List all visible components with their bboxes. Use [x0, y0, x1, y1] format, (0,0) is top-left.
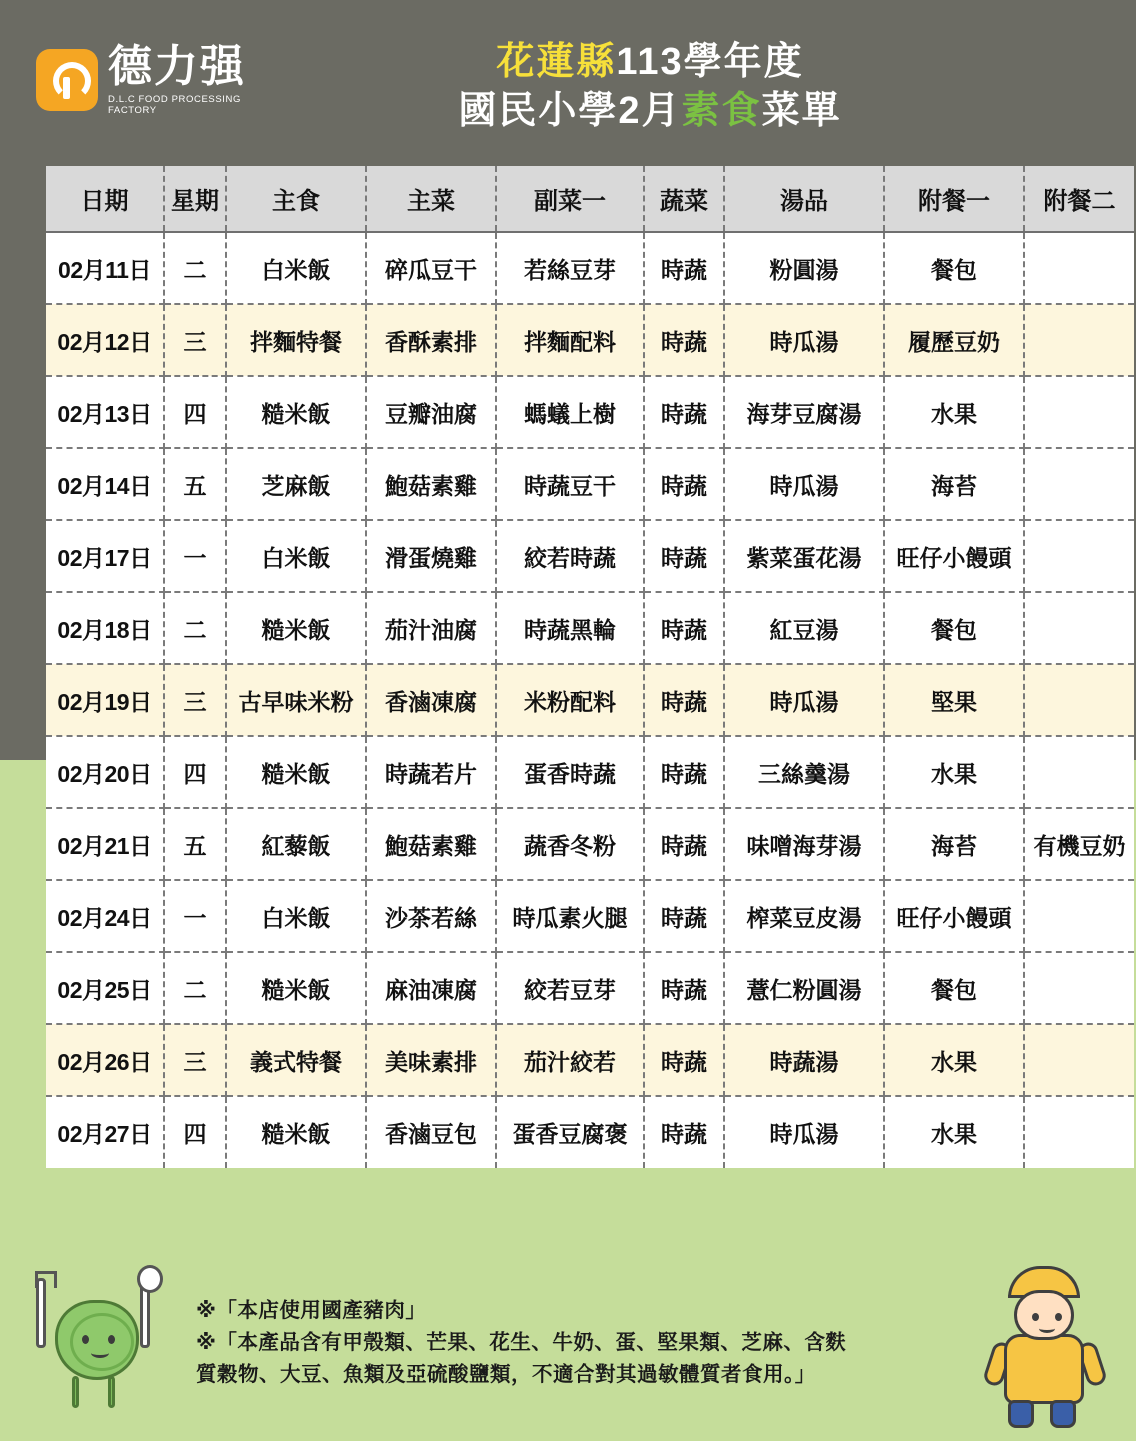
cell-soup: 時瓜湯 — [724, 448, 884, 520]
cell-side-1: 蛋香時蔬 — [496, 736, 644, 808]
cell-weekday: 三 — [164, 664, 226, 736]
poster-header — [0, 0, 1136, 160]
cell-extra-1: 旺仔小饅頭 — [884, 880, 1024, 952]
cell-side-1: 絞若時蔬 — [496, 520, 644, 592]
cabbage-mouth — [91, 1348, 109, 1358]
cell-staple: 白米飯 — [226, 880, 366, 952]
cell-main: 香酥素排 — [366, 304, 496, 376]
cell-date: 02月20日 — [46, 736, 164, 808]
cell-extra-2 — [1024, 376, 1134, 448]
cabbage-eye-right — [108, 1335, 115, 1344]
cell-date: 02月24日 — [46, 880, 164, 952]
table-row — [46, 952, 1134, 1024]
cell-veg: 時蔬 — [644, 952, 724, 1024]
table-row — [46, 232, 1134, 304]
cell-main: 香滷凍腐 — [366, 664, 496, 736]
cabbage-mascot-icon — [20, 1268, 170, 1428]
cell-veg: 時蔬 — [644, 448, 724, 520]
cell-extra-2: 有機豆奶 — [1024, 808, 1134, 880]
spoon-icon — [140, 1278, 150, 1348]
cell-staple: 拌麵特餐 — [226, 304, 366, 376]
cell-main: 香滷豆包 — [366, 1096, 496, 1168]
cell-extra-2 — [1024, 736, 1134, 808]
title-line-2 — [300, 87, 1000, 136]
cell-weekday: 二 — [164, 952, 226, 1024]
table-body — [46, 232, 1134, 1168]
kid-eye-left — [1032, 1313, 1039, 1321]
cell-staple: 糙米飯 — [226, 952, 366, 1024]
table-header-row — [46, 166, 1134, 232]
cell-veg: 時蔬 — [644, 736, 724, 808]
cell-veg: 時蔬 — [644, 1096, 724, 1168]
cell-veg: 時蔬 — [644, 664, 724, 736]
kid-eye-right — [1055, 1313, 1062, 1321]
cell-side-1: 拌麵配料 — [496, 304, 644, 376]
cell-veg: 時蔬 — [644, 520, 724, 592]
cell-veg: 時蔬 — [644, 1024, 724, 1096]
cell-weekday: 三 — [164, 1024, 226, 1096]
cell-main: 碎瓜豆干 — [366, 232, 496, 304]
cell-veg: 時蔬 — [644, 808, 724, 880]
cell-soup: 味噌海芽湯 — [724, 808, 884, 880]
cell-date: 02月14日 — [46, 448, 164, 520]
note-line-3: 質穀物、大豆、魚類及亞硫酸鹽類，不適合對其過敏體質者食用。」 — [196, 1362, 816, 1386]
cell-side-1: 茄汁絞若 — [496, 1024, 644, 1096]
cell-date: 02月17日 — [46, 520, 164, 592]
note-line-1: ※「本店使用國產豬肉」 — [196, 1299, 427, 1322]
brand-subtitle: D.L.C FOOD PROCESSING FACTORY — [108, 94, 241, 117]
cell-staple: 白米飯 — [226, 520, 366, 592]
menu-table-container — [46, 166, 1126, 1168]
column-header-weekday: 星期 — [164, 166, 226, 232]
cell-side-1: 時蔬黑輪 — [496, 592, 644, 664]
table-header — [46, 166, 1134, 232]
cell-date: 02月12日 — [46, 304, 164, 376]
cell-date: 02月26日 — [46, 1024, 164, 1096]
column-header-staple: 主食 — [226, 166, 366, 232]
title-school-year: 113學年度 — [616, 41, 804, 83]
cell-staple: 白米飯 — [226, 232, 366, 304]
fork-icon — [36, 1278, 46, 1348]
cell-side-1: 蔬香冬粉 — [496, 808, 644, 880]
table-row — [46, 1024, 1134, 1096]
brand-name: 德力强 — [108, 41, 246, 91]
brand-text — [108, 41, 286, 117]
cell-extra-1: 水果 — [884, 1024, 1024, 1096]
cell-extra-2 — [1024, 232, 1134, 304]
cabbage-leg-right — [108, 1376, 115, 1408]
kid-boot-left — [1008, 1400, 1034, 1428]
cell-date: 02月13日 — [46, 376, 164, 448]
cell-staple: 糙米飯 — [226, 736, 366, 808]
cell-date: 02月11日 — [46, 232, 164, 304]
cell-main: 美味素排 — [366, 1024, 496, 1096]
cell-extra-1: 水果 — [884, 1096, 1024, 1168]
cell-date: 02月27日 — [46, 1096, 164, 1168]
cell-date: 02月18日 — [46, 592, 164, 664]
cell-extra-1: 餐包 — [884, 952, 1024, 1024]
cell-main: 豆瓣油腐 — [366, 376, 496, 448]
column-header-extra-1: 附餐一 — [884, 166, 1024, 232]
cell-soup: 海芽豆腐湯 — [724, 376, 884, 448]
cell-weekday: 二 — [164, 232, 226, 304]
cell-soup: 時瓜湯 — [724, 304, 884, 376]
cell-side-1: 蛋香豆腐褒 — [496, 1096, 644, 1168]
title-menu: 菜單 — [761, 89, 842, 132]
table-row — [46, 448, 1134, 520]
cell-extra-1: 餐包 — [884, 592, 1024, 664]
cell-extra-2 — [1024, 664, 1134, 736]
table-row — [46, 808, 1134, 880]
cell-extra-2 — [1024, 880, 1134, 952]
cell-date: 02月25日 — [46, 952, 164, 1024]
brand-logo — [36, 36, 286, 124]
kid-mascot-icon — [978, 1262, 1110, 1432]
cell-staple: 糙米飯 — [226, 1096, 366, 1168]
title-county: 花蓮縣 — [496, 41, 617, 83]
cell-side-1: 螞蟻上樹 — [496, 376, 644, 448]
cell-veg: 時蔬 — [644, 880, 724, 952]
kid-body — [1004, 1334, 1084, 1404]
cell-extra-1: 履歷豆奶 — [884, 304, 1024, 376]
cell-extra-2 — [1024, 304, 1134, 376]
cell-soup: 時蔬湯 — [724, 1024, 884, 1096]
cell-soup: 榨菜豆皮湯 — [724, 880, 884, 952]
cell-side-1: 絞若豆芽 — [496, 952, 644, 1024]
cell-main: 茄汁油腐 — [366, 592, 496, 664]
cell-side-1: 若絲豆芽 — [496, 232, 644, 304]
cell-staple: 紅藜飯 — [226, 808, 366, 880]
cell-extra-1: 水果 — [884, 376, 1024, 448]
cell-staple: 芝麻飯 — [226, 448, 366, 520]
cell-extra-1: 餐包 — [884, 232, 1024, 304]
cell-main: 鮑菇素雞 — [366, 808, 496, 880]
title-vegetarian: 素食 — [681, 89, 762, 132]
poster-title — [300, 38, 1000, 135]
cell-soup: 紫菜蛋花湯 — [724, 520, 884, 592]
cell-main: 鮑菇素雞 — [366, 448, 496, 520]
cell-weekday: 三 — [164, 304, 226, 376]
cell-staple: 古早味米粉 — [226, 664, 366, 736]
cell-extra-1: 堅果 — [884, 664, 1024, 736]
cabbage-body — [55, 1300, 139, 1380]
cell-main: 沙茶若絲 — [366, 880, 496, 952]
cell-side-1: 時蔬豆干 — [496, 448, 644, 520]
table-row — [46, 664, 1134, 736]
cell-veg: 時蔬 — [644, 232, 724, 304]
cell-extra-1: 海苔 — [884, 448, 1024, 520]
cell-side-1: 時瓜素火腿 — [496, 880, 644, 952]
cell-staple: 義式特餐 — [226, 1024, 366, 1096]
cell-staple: 糙米飯 — [226, 376, 366, 448]
cell-soup: 粉圓湯 — [724, 232, 884, 304]
column-header-date: 日期 — [46, 166, 164, 232]
cell-extra-1: 水果 — [884, 736, 1024, 808]
cell-soup: 時瓜湯 — [724, 664, 884, 736]
cell-side-1: 米粉配料 — [496, 664, 644, 736]
column-header-main: 主菜 — [366, 166, 496, 232]
table-row — [46, 1096, 1134, 1168]
column-header-extra-2: 附餐二 — [1024, 166, 1134, 232]
table-row — [46, 304, 1134, 376]
cell-weekday: 五 — [164, 808, 226, 880]
cell-soup: 時瓜湯 — [724, 1096, 884, 1168]
cell-veg: 時蔬 — [644, 376, 724, 448]
cell-weekday: 四 — [164, 376, 226, 448]
cell-weekday: 一 — [164, 880, 226, 952]
title-school-month: 國民小學2月 — [458, 89, 682, 132]
table-row — [46, 520, 1134, 592]
cell-main: 滑蛋燒雞 — [366, 520, 496, 592]
cell-weekday: 一 — [164, 520, 226, 592]
cell-extra-2 — [1024, 952, 1134, 1024]
cell-weekday: 五 — [164, 448, 226, 520]
cabbage-eye-left — [82, 1335, 89, 1344]
cell-extra-1: 海苔 — [884, 808, 1024, 880]
cell-soup: 薏仁粉圓湯 — [724, 952, 884, 1024]
allergy-notes — [196, 1295, 996, 1390]
cell-weekday: 四 — [164, 736, 226, 808]
kid-smile — [1039, 1324, 1055, 1333]
table-row — [46, 592, 1134, 664]
cell-weekday: 四 — [164, 1096, 226, 1168]
cell-weekday: 二 — [164, 592, 226, 664]
cell-main: 麻油凍腐 — [366, 952, 496, 1024]
cell-extra-2 — [1024, 592, 1134, 664]
table-row — [46, 736, 1134, 808]
cell-date: 02月21日 — [46, 808, 164, 880]
table-row — [46, 376, 1134, 448]
cell-veg: 時蔬 — [644, 592, 724, 664]
cell-extra-2 — [1024, 1096, 1134, 1168]
note-line-2: ※「本產品含有甲殼類、芒果、花生、牛奶、蛋、堅果類、芝麻、含麩 — [196, 1330, 847, 1354]
title-line-1 — [300, 38, 1000, 87]
cell-staple: 糙米飯 — [226, 592, 366, 664]
kid-boot-right — [1050, 1400, 1076, 1428]
column-header-side-1: 副菜一 — [496, 166, 644, 232]
cabbage-leg-left — [72, 1376, 79, 1408]
column-header-veg: 蔬菜 — [644, 166, 724, 232]
cell-extra-1: 旺仔小饅頭 — [884, 520, 1024, 592]
cell-main: 時蔬若片 — [366, 736, 496, 808]
cell-veg: 時蔬 — [644, 304, 724, 376]
cell-soup: 紅豆湯 — [724, 592, 884, 664]
column-header-soup: 湯品 — [724, 166, 884, 232]
cell-soup: 三絲羹湯 — [724, 736, 884, 808]
cell-extra-2 — [1024, 1024, 1134, 1096]
kid-face — [1014, 1290, 1074, 1340]
cell-extra-2 — [1024, 448, 1134, 520]
logo-mark-icon — [36, 49, 98, 111]
menu-table — [46, 166, 1134, 1168]
cell-extra-2 — [1024, 520, 1134, 592]
table-row — [46, 880, 1134, 952]
cell-date: 02月19日 — [46, 664, 164, 736]
